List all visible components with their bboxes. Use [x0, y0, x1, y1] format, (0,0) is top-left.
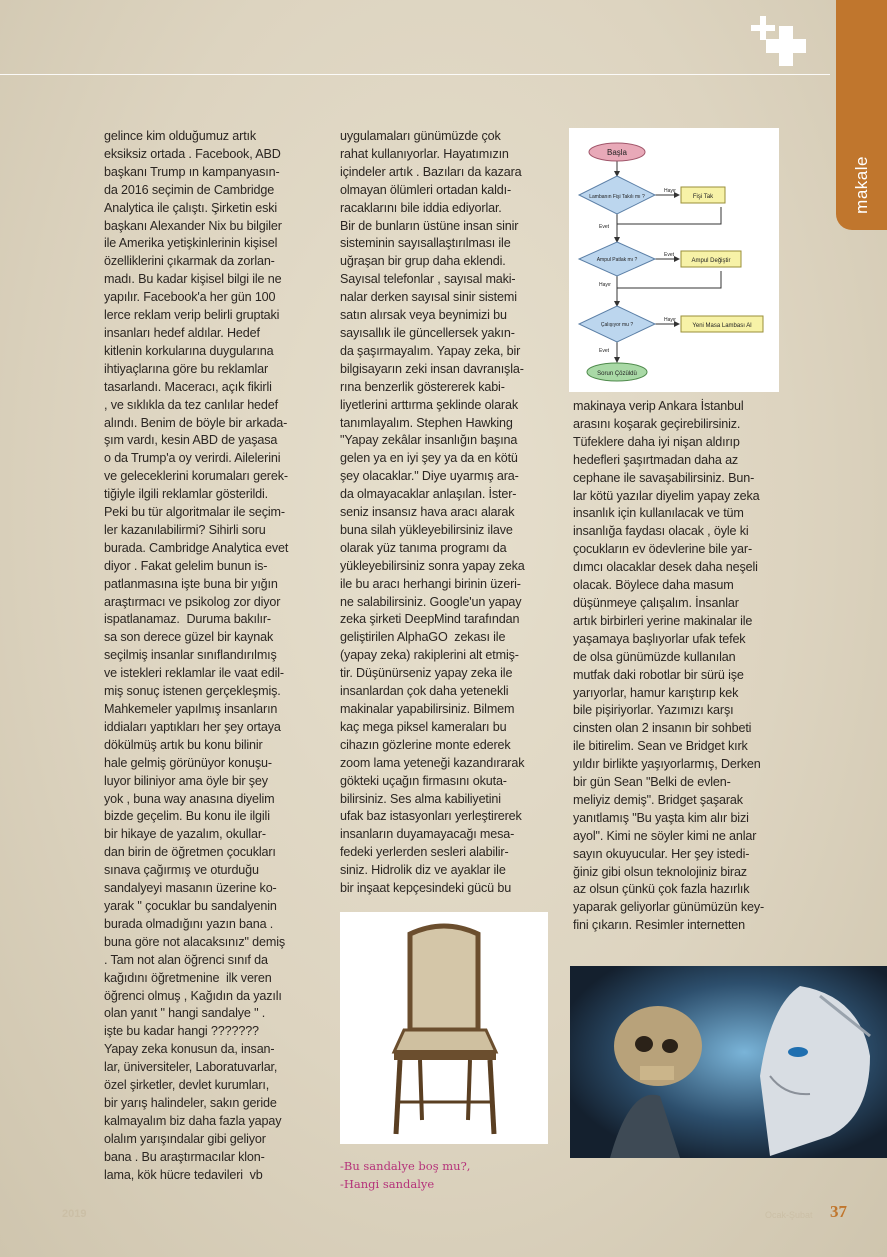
text-line: bir hikaye de yazalım, okullar-	[104, 827, 266, 842]
text-line: araştırmacı ve psikolog zor diyor	[104, 594, 281, 609]
footer-year: 2019	[62, 1208, 87, 1220]
chair-photo	[340, 912, 548, 1144]
text-line: seçilmiş insanlar sınıflandırılmış	[104, 648, 277, 663]
text-line: bilirsiniz. Ses alma kabiliyetini	[340, 791, 501, 806]
text-line: sayın okuyucular. Her şey istedi-	[573, 846, 750, 861]
text-line: Tüfeklere daha iyi nişan aldırıp	[573, 434, 740, 449]
text-line: Bir de bunların üstüne insan sinir	[340, 218, 519, 233]
text-line: içindeler artık . Bazıları da kazara	[340, 164, 522, 179]
text-line: bir inşaat kepçesindeki gücü bu	[340, 881, 512, 896]
text-line: dımcı olacaklar desek daha neşeli	[573, 560, 758, 575]
text-line: kalmayalım biz daha fazla yapay	[104, 1113, 282, 1128]
text-line: ile bu aracı herhangi birinin üzeri-	[340, 576, 521, 591]
text-line: başkanı Trump ın kampanyasın-	[104, 164, 280, 179]
text-line: yarak " çocuklar bu sandalyenin	[104, 898, 277, 913]
text-line: gökteki uçağın firmasını okuta-	[340, 773, 507, 788]
text-line: olmayan ölümleri ortadan kaldı-	[340, 182, 512, 197]
text-line: rına benzerlik göstererek kabi-	[340, 379, 505, 394]
text-line: mutfak daki robotlar bir sürü işe	[573, 667, 744, 682]
text-line: hedefleri şaşırtmadan daha az	[573, 452, 739, 467]
text-line: insanların duyamayacağı mesa-	[340, 827, 515, 842]
text-line: uğraşan bir grup daha eklendi.	[340, 254, 506, 269]
text-line: başkanı Alexander Nix bu bilgiler	[104, 218, 282, 233]
text-line: sayısallık ile güncellersek yakın-	[340, 325, 515, 340]
flow-no-3: Evet	[599, 348, 610, 354]
text-line: ler kazanılabilirmi? Sihirli soru	[104, 522, 266, 537]
text-line: lar kötü yazılar diyelim yapay zeka	[573, 488, 760, 503]
text-line: dan birin de öğretmen çocukları	[104, 845, 276, 860]
text-line: çocukların ev ödevlerine bile yar-	[573, 542, 752, 557]
text-line: da olmayacaklar anlaşılan. İster-	[340, 487, 517, 502]
text-line: Peki bu tür algoritmalar ile seçim-	[104, 505, 285, 520]
text-line: nalar derken sayısal sinir sistemi	[340, 290, 517, 305]
header-rule	[0, 74, 830, 75]
text-line: ile Amerika yetişkinlerinin kişisel	[104, 236, 278, 251]
text-line: zeka şirketi DeepMind tarafından	[340, 612, 520, 627]
text-line: öğrenci olmuş , Kağıdın da yazılı	[104, 988, 282, 1003]
text-line: ile bitirelim. Sean ve Bridget kırk	[573, 739, 748, 754]
text-line: yaşamaya başlıyorlar ufak tefek	[573, 631, 746, 646]
text-line: yaparak geliyorlar günümüzün key-	[573, 900, 765, 915]
text-line: insanları hedef aldılar. Hedef	[104, 325, 260, 340]
text-line: işte bu kadar hangi ???????	[104, 1024, 259, 1039]
text-line: lerce reklam verip belirli gruptaki	[104, 308, 280, 323]
text-line: yükleyebilirsiniz sonra yapay zeka	[340, 558, 525, 573]
text-line: artık birbirleri yerine makinalar ile	[573, 613, 753, 628]
text-line: madı. Bu kadar kişisel bilgi ile ne	[104, 272, 282, 287]
text-line: tiğiyle ilgili reklamlar gösterildi.	[104, 487, 268, 502]
text-line: şım vardı, kesin ABD de yaşasa	[104, 433, 278, 448]
text-line: tir. Düşünürseniz yapay zeka ile	[340, 666, 513, 681]
text-line: alındı. Benim de böyle bir arkada-	[104, 415, 288, 430]
text-line: rahat kullanıyorlar. Hayatımızın	[340, 146, 509, 161]
text-line: satın alırsak veya beynimizi bu	[340, 308, 507, 323]
text-line: olacak. Böylece daha masum	[573, 578, 734, 593]
section-tab	[836, 0, 887, 230]
text-line: ve istekleri reklamlar ile vaat edil-	[104, 666, 284, 681]
text-line: gelince kim olduğumuz artık	[104, 129, 257, 143]
text-line: Yapay zeka konusun da, insan-	[104, 1042, 275, 1057]
text-line: eksiksiz ortada . Facebook, ABD	[104, 146, 281, 161]
text-line: uygulamaları günümüzde çok	[340, 129, 501, 143]
text-line: şey olacaklar." Diye uyarmış ara-	[340, 469, 519, 484]
text-line: siniz. Hidrolik diz ve ayaklar ile	[340, 863, 506, 878]
flowchart-figure	[569, 128, 779, 392]
flow-end-label: Sorun Çözüldü	[597, 371, 637, 377]
text-line: patlanmasına işte buna bir yığın	[104, 576, 278, 591]
text-line: bilgisayarın zeki insan davranışla-	[340, 361, 524, 376]
text-line: Analytica ile çalıştı. Şirketin eski	[104, 200, 278, 215]
text-line: Sayısal telefonlar , sayısal maki-	[340, 272, 516, 287]
flow-no-2: Hayır	[599, 282, 611, 288]
text-line: fini çıkarın. Resimler internetten	[573, 918, 745, 933]
text-line: kaç mega piksel kameraları bu	[340, 719, 507, 734]
text-line: de olsa günümüzde kullanılan	[573, 649, 736, 664]
article-column-2	[340, 128, 525, 898]
text-line: özelliklerini çıkarmak da zorlan-	[104, 254, 275, 269]
text-line: bir yarış halindeler, sakın geride	[104, 1095, 277, 1110]
text-line: bizde geçelim. Bu konu ile ilgili	[104, 809, 270, 824]
text-line: cephane ile savaşabilirsiniz. Bun-	[573, 470, 755, 485]
text-line: olan yanıt " hangi sandalye " .	[104, 1006, 266, 1021]
text-line: burada olmadığını yazın bana .	[104, 916, 274, 931]
text-line: buna silah yükleyebilirsiniz ilave	[340, 522, 513, 537]
text-line: insanlık için kullanılacak ve tüm	[573, 506, 744, 521]
flow-yes-2: Evet	[664, 252, 675, 258]
text-line: burada. Cambridge Analytica evet	[104, 540, 289, 555]
text-line: arasını koşarak geçirebilirsiniz.	[573, 416, 741, 431]
flow-action-1-label: Fişi Tak	[692, 194, 714, 200]
text-line: buna göre not alacaksınız" demiş	[104, 934, 285, 949]
text-line: olarak yüz tanıma programı da	[340, 540, 507, 555]
page-number: 37	[830, 1202, 847, 1221]
flow-action-2-label: Ampul Değiştir	[691, 258, 731, 264]
flow-no-1: Evet	[599, 224, 610, 230]
text-line: sa son derece güzel bir kaynak	[104, 630, 274, 645]
text-line: yapılır. Facebook'a her gün 100	[104, 290, 276, 305]
text-line: lama, kök hücre tedavileri vb	[104, 1167, 263, 1182]
text-line: bana . Bu araştırmacılar klon-	[104, 1149, 265, 1164]
chair-caption	[340, 1157, 470, 1193]
text-line: kağıdını öğretmenine ilk veren	[104, 970, 272, 985]
text-line: insanlığa faydası olacak , öyle ki	[573, 524, 749, 539]
flow-action-3-label: Yeni Masa Lambası Al	[692, 323, 752, 329]
text-line: hale gelmiş görünüyor konuşu-	[104, 755, 272, 770]
article-column-3	[573, 398, 764, 935]
text-line: tasarlandı. Maceracı, açık fikirli	[104, 379, 272, 394]
text-line: . Tam not alan öğrenci sınıf da	[104, 952, 268, 967]
text-line: zoom lama yeteneği kazandırarak	[340, 755, 525, 770]
text-line: sınava çağırmış ve oturduğu	[104, 863, 259, 878]
text-line: iddiaları yaptıkları her şey ortaya	[104, 719, 281, 734]
text-line: luyor biliniyor ama öyle bir şey	[104, 773, 268, 788]
text-line: ve geleceklerini korumaları gerek-	[104, 469, 288, 484]
text-line: makinaya verip Ankara İstanbul	[573, 399, 744, 413]
text-line: liyetlerini arttırma şeklinde olarak	[340, 397, 518, 412]
text-line: sandalyeyi masanın üzerine ko-	[104, 881, 277, 896]
flow-yes-3: Hayır	[664, 317, 676, 323]
text-line: ihtiyaçlarına göre bu reklamlar	[104, 361, 269, 376]
text-line: fedeki yerlerden sesleri alabilir-	[340, 845, 509, 860]
text-line: makinalar yapabilirsiniz. Bilmem	[340, 702, 515, 716]
text-line: diyor . Fakat gelelim bunun is-	[104, 558, 268, 573]
text-line: gelen ya en iyi şey ya da en kötü	[340, 451, 518, 466]
flow-decision-1-label: Lambanın Fişi Takılı mı ?	[589, 194, 645, 200]
text-line: da şaşırmayalım. Yapay zeka, bir	[340, 343, 521, 358]
skull-robot-photo	[570, 966, 887, 1158]
section-tab-label: makale	[851, 156, 871, 214]
text-line: miş sonuç istenen gerçekleşmiş.	[104, 684, 281, 699]
text-line: cinsten olan 2 insanın bir sohbeti	[573, 721, 752, 736]
text-line: Mahkemeler yapılmış insanların	[104, 702, 278, 716]
text-line: sisteminin sayısallaştırılması ile	[340, 236, 511, 251]
article-column-1	[104, 128, 288, 1184]
caption-line-1: -Bu sandalye boş mu?,	[340, 1159, 471, 1173]
text-line: ğiniz gibi olsun teknolojiniz biraz	[573, 864, 747, 879]
text-line: o da Trump'a oy verirdi. Ailelerini	[104, 451, 281, 466]
text-line: bile pişiriyorlar. Yazımızı karşı	[573, 703, 734, 718]
text-line: düşünmeye çalışalım. İnsanlar	[573, 595, 739, 610]
text-line: yanıtlamış "Bu yaşta kim alır bizi	[573, 810, 749, 825]
text-line: ufak baz istasyonları yerleştirerek	[340, 809, 522, 824]
text-line: meliyiz demiş". Bridget şaşarak	[573, 792, 743, 807]
text-line: dökülmüş artık bu konu bilinir	[104, 737, 263, 752]
text-line: yarıyorlar, hamur karıştırıp kek	[573, 685, 739, 700]
text-line: da 2016 seçimin de Cambridge	[104, 182, 275, 197]
flow-yes-1: Hayır	[664, 188, 676, 194]
text-line: tanımlayalım. Stephen Hawking	[340, 415, 513, 430]
text-line: ne salabilirsiniz. Google'un yapay	[340, 594, 522, 609]
text-line: lar, üniversiteler, Laboratuvarlar,	[104, 1060, 278, 1075]
text-line: kitlenin korkularına duygularına	[104, 343, 274, 358]
flow-decision-2-label: Ampul Patlak mı ?	[596, 257, 638, 263]
text-line: bir gün Sean "Belki de evlen-	[573, 775, 731, 790]
text-line: ayol". Kimi ne söyler kimi ne anlar	[573, 828, 757, 843]
text-line: "Yapay zekâlar insanlığın başına	[340, 433, 518, 448]
text-line: olalım yarışındalar gibi geliyor	[104, 1131, 266, 1146]
text-line: ispatlanamaz. Duruma bakılır-	[104, 612, 271, 627]
text-line: (yapay zeka) rakiplerini alt etmiş-	[340, 648, 519, 663]
text-line: geliştirilen AlphaGO zekası ile	[340, 630, 506, 645]
caption-line-2: -Hangi sandalye	[340, 1177, 435, 1191]
flow-decision-3-label: Çalışıyor mu ?	[600, 322, 634, 328]
text-line: , ve sıklıkla da tez canlılar hedef	[104, 397, 278, 412]
text-line: yıldır birlikte yaşıyorlarmış, Derken	[573, 757, 761, 772]
text-line: cihazın gözlerine monte ederek	[340, 737, 511, 752]
text-line: seniz insansız hava aracı alarak	[340, 505, 515, 520]
text-line: racaklarını bile iddia ediyorlar.	[340, 200, 502, 215]
footer-magazine-issue: Ocak-Şubat	[765, 1210, 813, 1220]
text-line: yok , buna way anasına diyelim	[104, 791, 275, 806]
flow-start-label: Başla	[606, 148, 628, 157]
text-line: az olsun çünkü çok fazla hazırlık	[573, 882, 750, 897]
text-line: insanlardan çok daha yetenekli	[340, 684, 509, 699]
text-line: özel şirketler, devlet kurumları,	[104, 1078, 270, 1093]
